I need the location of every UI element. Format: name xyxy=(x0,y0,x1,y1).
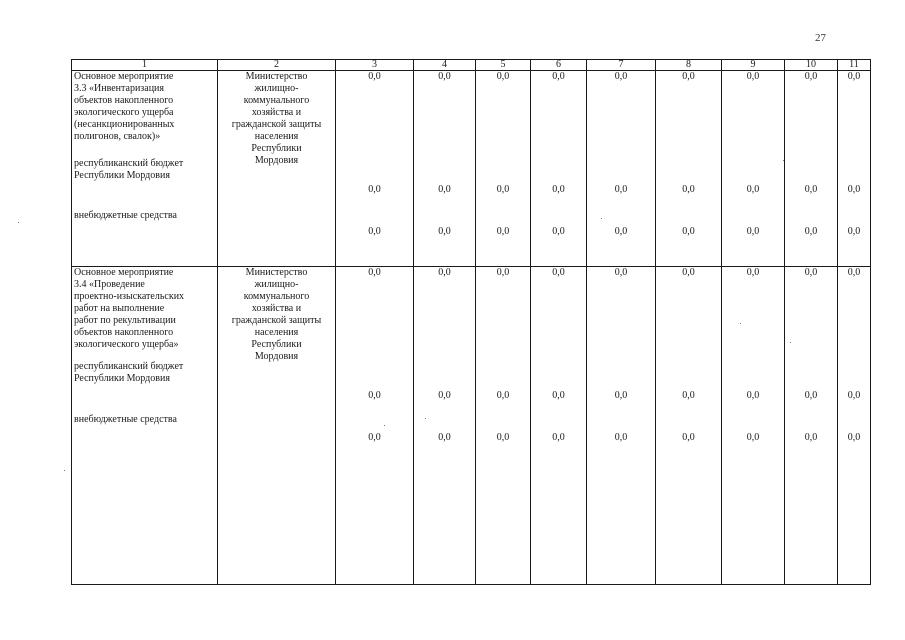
header-cell: 2 xyxy=(218,60,336,71)
value-cell xyxy=(414,267,476,585)
measure-title-line: объектов накопленного xyxy=(74,327,174,338)
measure-title-line: Основное мероприятие xyxy=(74,71,174,82)
value-total: 0,0 xyxy=(368,267,381,278)
value-total: 0,0 xyxy=(682,71,695,82)
table-row xyxy=(72,267,871,585)
value-cell xyxy=(785,71,838,267)
executor-line: населения xyxy=(254,327,299,338)
value-total: 0,0 xyxy=(746,71,760,82)
value-republic: 0,0 xyxy=(438,390,451,401)
value-cell xyxy=(336,267,414,585)
value-cell xyxy=(531,71,587,267)
funding-source-republic: республиканский бюджет xyxy=(74,361,184,372)
header-cell: 3 xyxy=(336,60,414,71)
header-cell: 11 xyxy=(838,60,871,71)
value-cell xyxy=(414,71,476,267)
executor-line: Министерство xyxy=(245,267,308,278)
header-cell: 8 xyxy=(656,60,722,71)
value-cell xyxy=(722,267,785,585)
header-cell: 10 xyxy=(785,60,838,71)
value-republic: 0,0 xyxy=(804,390,818,401)
funding-source-extra: внебюджетные средства xyxy=(74,210,177,221)
value-republic: 0,0 xyxy=(496,184,510,195)
value-total: 0,0 xyxy=(368,71,381,82)
executor-line: гражданской защиты xyxy=(231,119,322,130)
value-extra: 0,0 xyxy=(368,432,381,443)
value-total: 0,0 xyxy=(496,71,510,82)
value-extra: 0,0 xyxy=(496,226,510,237)
scan-speck xyxy=(601,218,602,219)
scan-speck xyxy=(18,222,19,223)
funding-source-republic: республиканский бюджет xyxy=(74,158,184,169)
value-extra: 0,0 xyxy=(804,432,818,443)
value-total: 0,0 xyxy=(804,71,818,82)
value-republic: 0,0 xyxy=(746,390,760,401)
value-republic: 0,0 xyxy=(804,184,818,195)
executor-line: Республики xyxy=(251,339,302,350)
measure-title-line: 3.4 «Проведение xyxy=(74,279,145,290)
value-cell xyxy=(336,71,414,267)
value-extra: 0,0 xyxy=(746,226,760,237)
value-cell xyxy=(476,267,531,585)
measure-name-cell xyxy=(72,71,218,267)
value-republic: 0,0 xyxy=(368,184,381,195)
scan-speck xyxy=(740,323,741,324)
measure-title-line: работ по рекультивации xyxy=(74,315,176,326)
header-cell: 1 xyxy=(72,60,218,71)
measure-title-line: проектно-изыскательских xyxy=(74,291,185,302)
value-republic: 0,0 xyxy=(438,184,451,195)
value-total: 0,0 xyxy=(552,267,565,278)
measure-title-line: объектов накопленного xyxy=(74,95,174,106)
header-cell: 9 xyxy=(722,60,785,71)
scan-speck xyxy=(64,470,65,471)
value-extra: 0,0 xyxy=(847,432,861,443)
executor-line: Мордовия xyxy=(254,155,299,166)
value-extra: 0,0 xyxy=(804,226,818,237)
value-extra: 0,0 xyxy=(438,432,451,443)
executor-cell xyxy=(218,71,336,267)
measure-name-cell xyxy=(72,267,218,585)
scan-speck xyxy=(783,160,784,161)
value-cell xyxy=(838,267,871,585)
header-cell: 7 xyxy=(587,60,656,71)
value-cell xyxy=(656,267,722,585)
measure-title-line: полигонов, свалок)» xyxy=(74,131,161,142)
value-cell xyxy=(785,267,838,585)
value-republic: 0,0 xyxy=(682,184,695,195)
funding-source-extra: внебюджетные средства xyxy=(74,414,177,425)
value-total: 0,0 xyxy=(614,267,628,278)
value-republic: 0,0 xyxy=(552,390,565,401)
header-cell: 5 xyxy=(476,60,531,71)
value-cell xyxy=(656,71,722,267)
value-extra: 0,0 xyxy=(614,226,628,237)
value-extra: 0,0 xyxy=(847,226,861,237)
header-row xyxy=(72,60,871,71)
value-republic: 0,0 xyxy=(496,390,510,401)
measure-title-line: работ на выполнение xyxy=(74,303,165,314)
value-cell xyxy=(722,71,785,267)
value-total: 0,0 xyxy=(746,267,760,278)
scan-speck xyxy=(790,342,791,343)
value-cell xyxy=(587,267,656,585)
value-total: 0,0 xyxy=(614,71,628,82)
value-total: 0,0 xyxy=(552,71,565,82)
value-total: 0,0 xyxy=(496,267,510,278)
value-extra: 0,0 xyxy=(438,226,451,237)
executor-line: жилищно- xyxy=(254,83,299,94)
header-cell: 4 xyxy=(414,60,476,71)
value-republic: 0,0 xyxy=(682,390,695,401)
value-total: 0,0 xyxy=(847,267,861,278)
value-republic: 0,0 xyxy=(614,390,628,401)
value-cell xyxy=(531,267,587,585)
value-extra: 0,0 xyxy=(746,432,760,443)
value-republic: 0,0 xyxy=(847,390,861,401)
funding-source-republic: Республики Мордовия xyxy=(74,170,170,181)
value-total: 0,0 xyxy=(847,71,861,82)
funding-source-republic: Республики Мордовия xyxy=(74,373,170,384)
funding-table xyxy=(71,59,871,585)
value-total: 0,0 xyxy=(438,71,451,82)
page-number: 27 xyxy=(815,32,826,44)
scan-speck xyxy=(384,425,385,426)
value-total: 0,0 xyxy=(682,267,695,278)
table-row xyxy=(72,71,871,267)
value-republic: 0,0 xyxy=(847,184,861,195)
value-republic: 0,0 xyxy=(368,390,381,401)
executor-line: населения xyxy=(254,131,299,142)
executor-line: жилищно- xyxy=(254,279,299,290)
value-extra: 0,0 xyxy=(368,226,381,237)
value-republic: 0,0 xyxy=(746,184,760,195)
value-extra: 0,0 xyxy=(552,432,565,443)
value-republic: 0,0 xyxy=(552,184,565,195)
executor-line: гражданской защиты xyxy=(231,315,322,326)
measure-title-line: 3.3 «Инвентаризация xyxy=(74,83,164,94)
value-extra: 0,0 xyxy=(682,226,695,237)
value-cell xyxy=(838,71,871,267)
value-republic: 0,0 xyxy=(614,184,628,195)
executor-cell xyxy=(218,267,336,585)
executor-line: хозяйства и xyxy=(251,303,302,314)
executor-line: коммунального xyxy=(243,291,310,302)
value-cell xyxy=(587,71,656,267)
value-extra: 0,0 xyxy=(682,432,695,443)
value-cell xyxy=(476,71,531,267)
scan-speck xyxy=(425,418,426,419)
measure-title-line: экологического ущерба xyxy=(74,107,174,118)
measure-title-line: экологического ущерба» xyxy=(74,339,179,350)
executor-line: хозяйства и xyxy=(251,107,302,118)
executor-line: Министерство xyxy=(245,71,308,82)
measure-title-line: Основное мероприятие xyxy=(74,267,174,278)
executor-line: коммунального xyxy=(243,95,310,106)
value-extra: 0,0 xyxy=(614,432,628,443)
value-extra: 0,0 xyxy=(496,432,510,443)
header-cell: 6 xyxy=(531,60,587,71)
value-extra: 0,0 xyxy=(552,226,565,237)
value-total: 0,0 xyxy=(804,267,818,278)
executor-line: Республики xyxy=(251,143,302,154)
measure-title-line: (несанкционированных xyxy=(74,119,175,130)
executor-line: Мордовия xyxy=(254,351,299,362)
value-total: 0,0 xyxy=(438,267,451,278)
